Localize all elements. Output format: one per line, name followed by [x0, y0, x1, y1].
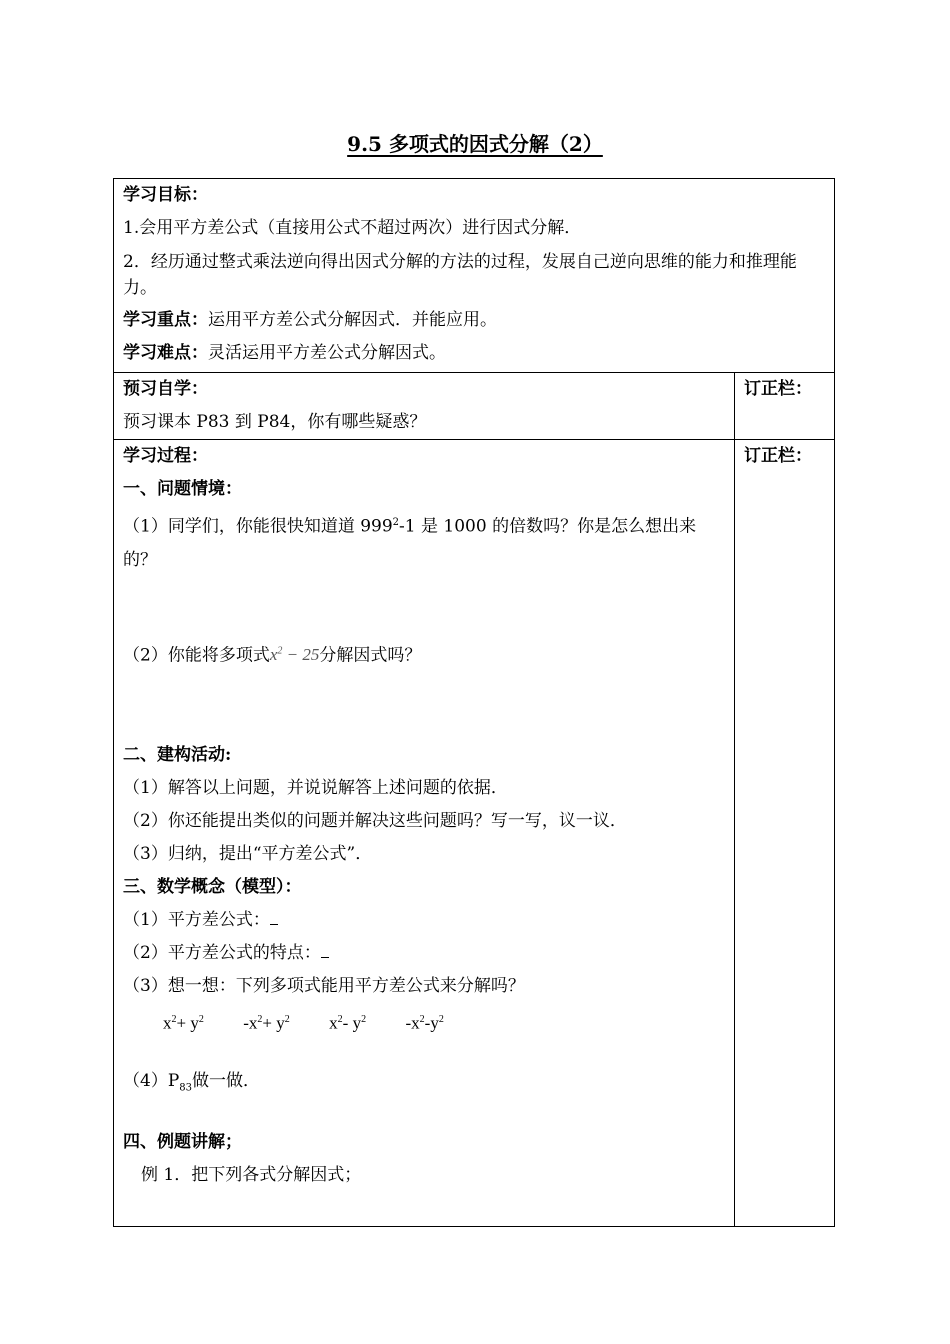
- hard-point: [123, 337, 834, 370]
- section-1-heading: 一、问题情境：: [123, 479, 242, 499]
- goal-item-1: 1.会用平方差公式（直接用公式不超过两次）进行因式分解．: [123, 218, 582, 238]
- page-title-text: 9.5 多项式的因式分解（2）: [347, 132, 603, 156]
- concept-item-3: （3）想一想：下列多项式能用平方差公式来分解吗？: [123, 976, 525, 997]
- concept-item-4: $(4)P_{83}$做一做．: [123, 1070, 260, 1094]
- preview-heading: 预习自学：: [123, 379, 208, 399]
- goal-item-2: 2．经历通过整式乘法逆向得出因式分解的方法的过程，发展自己逆向思维的能力和推理能力。: [123, 252, 797, 298]
- formula-3: $x^2-$ $y^2$: [329, 1013, 367, 1033]
- preview-row: [114, 373, 835, 440]
- expression-x2-minus-25: $x^2 - 25$: [269, 645, 320, 665]
- page-title: [0, 128, 950, 157]
- answer-blank[interactable]: [270, 910, 278, 925]
- concept-item-2: （2）平方差公式的特点：: [123, 937, 734, 970]
- preview-side-cell: [735, 373, 835, 440]
- section-2-heading: 二、建构活动:: [123, 745, 232, 766]
- question-1: （1）同学们，你能很快知道道 $999^2-1$ 是 1000 的倍数吗？你是怎么想出来的？: [123, 516, 697, 570]
- key-point-label: 学习重点：: [123, 310, 208, 330]
- goals-cell: [114, 179, 835, 373]
- preview-cell: [114, 373, 735, 440]
- process-heading: 学习过程：: [123, 446, 208, 466]
- activity-item-3: （3）归纳，提出“平方差公式”．: [123, 844, 373, 865]
- hard-point-text: 灵活运用平方差公式分解因式。: [208, 343, 446, 363]
- worksheet-table: [113, 178, 835, 1227]
- activity-item-2: （2）你还能提出类似的问题并解决这些问题吗？写一写，议一议．: [123, 811, 627, 832]
- process-row: [114, 440, 835, 1227]
- process-correction-label: 订正栏：: [744, 446, 812, 466]
- formula-4: $-x^2-y^2$: [405, 1013, 444, 1033]
- formula-2: $-x^2+ y^2$: [243, 1013, 290, 1033]
- key-point-text: 运用平方差公式分解因式．并能应用。: [208, 310, 497, 330]
- process-side-cell: [735, 440, 835, 1227]
- formula-1: $x^2+ y^2$: [163, 1013, 204, 1033]
- formula-list: [123, 1003, 734, 1041]
- preview-text: 预习课本 P83 到 P84，你有哪些疑惑？: [123, 412, 427, 432]
- hard-point-label: 学习难点：: [123, 343, 208, 363]
- section-4-heading: 四、例题讲解；: [123, 1132, 242, 1153]
- key-point: [123, 304, 834, 337]
- question-2: （2）你能将多项式$x^2 - 25$分解因式吗？: [123, 645, 422, 666]
- example-1: 例 1．把下列各式分解因式；: [141, 1165, 362, 1186]
- concept-item-1: （1）平方差公式：: [123, 904, 734, 937]
- goals-heading: 学习目标：: [123, 185, 208, 205]
- answer-blank[interactable]: [321, 943, 329, 958]
- preview-correction-label: 订正栏：: [744, 379, 812, 399]
- section-3-heading: 三、数学概念（模型）：: [123, 877, 302, 898]
- process-cell: [114, 440, 735, 1227]
- goals-row: [114, 179, 835, 373]
- activity-item-1: （1）解答以上问题，并说说解答上述问题的依据．: [123, 778, 508, 799]
